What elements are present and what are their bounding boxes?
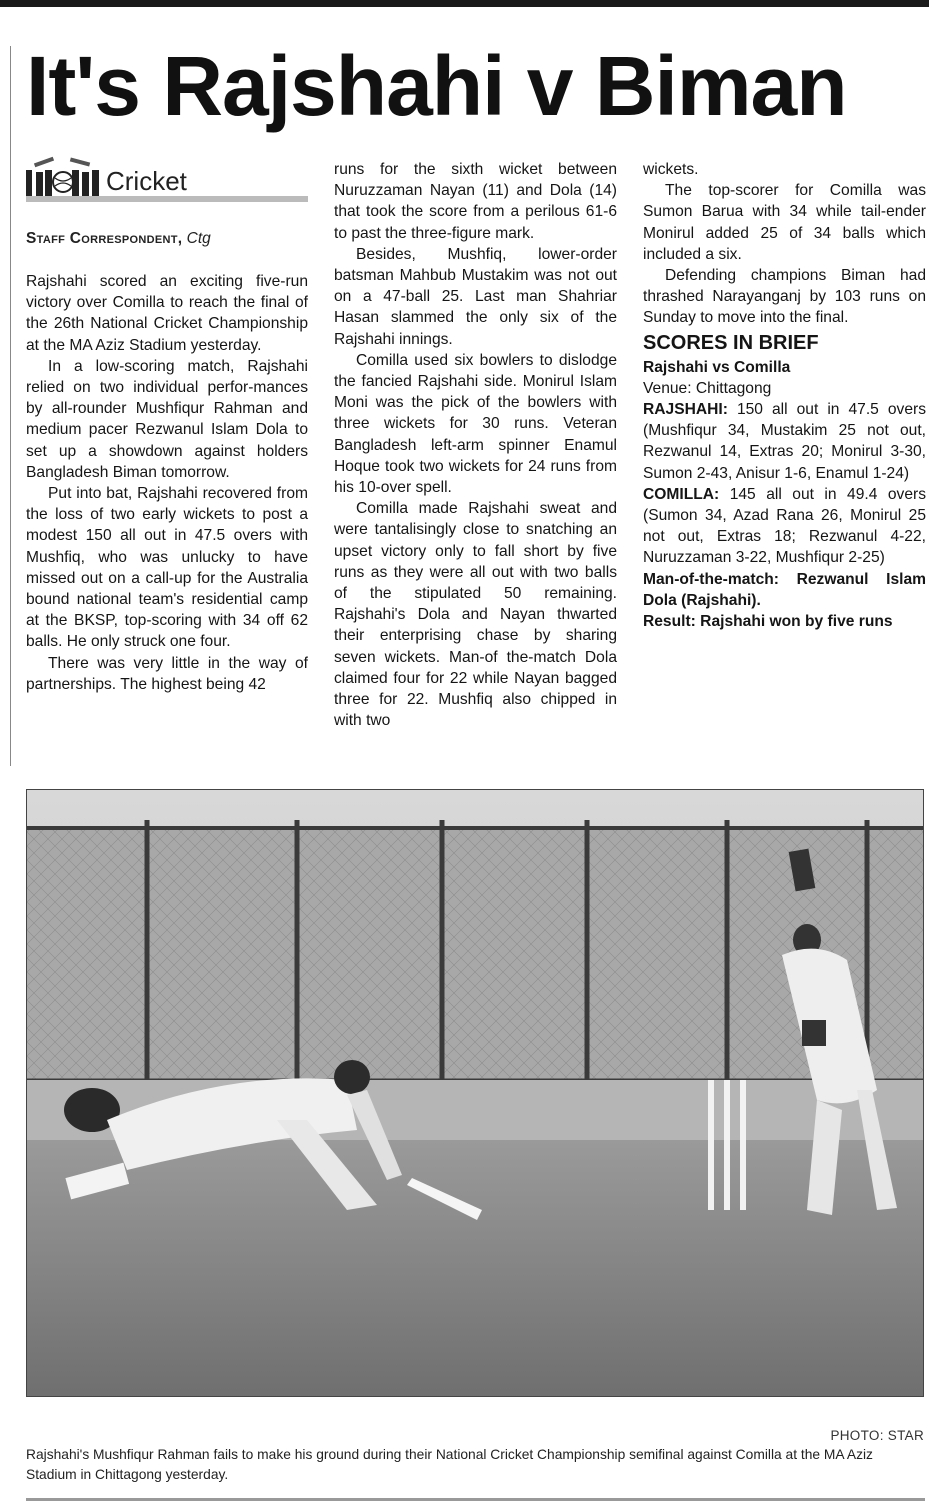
scores-comilla-text: 145 all out in 49.4 overs (Sumon 34, Azad Rana 26, Monirul 25 not out, Extras 18; Rezwanul 4-22, Nuruzzaman 3-22, Mushfiqur 2-25) [643,485,926,567]
scores-motm: Man-of-the-match: Rezwanul Islam Dola (Rajshahi). [643,570,926,609]
photo-credit: PHOTO: STAR [830,1428,924,1443]
paragraph: The top-scorer for Comilla was Sumon Barua with 34 while tail-ender Monirul added 25 of 34 balls which included a six. [643,182,926,263]
paragraph: runs for the sixth wicket between Nuruzzaman Nayan (11) and Dola (14) that took the score from a perilous 61-6 to past the three-figure mark. [334,161,617,242]
match-photo [26,789,924,1397]
scores-rajshahi-text: 150 all out in 47.5 overs (Mushfiqur 34, Mustakim 25 not out, Rezwanul 14, Extras 20; Monirul 3-30, Sumon 2-43, Anisur 1-6, Enamul 1-24) [643,401,926,482]
byline-location: Ctg [186,230,211,247]
photo-caption: Rajshahi's Mushfiqur Rahman fails to make his ground during their National Cricket Championship semifinal against Comilla at the MA Aziz Stadium in Chittagong yesterday. [26,1447,873,1482]
scores-rajshahi [643,399,926,484]
scores-match: Rajshahi vs Comilla [643,358,791,376]
left-column-rule [10,46,11,766]
match-photo-illustration [27,790,924,1397]
top-rule [0,0,929,7]
byline-name: Staff Correspondent, [26,230,183,247]
paragraph: In a low-scoring match, Rajshahi relied on two individual perfor-mances by all-rounder Mushfiqur Rahman and medium pacer Rezwanul Islam Dola to set up a showdown against holders Bangladesh Biman tomorrow. [26,357,308,481]
bottom-rule [26,1498,925,1501]
paragraph: There was very little in the way of partnerships. The highest being 42 [26,654,308,693]
headline: It's Rajshahi v Biman [26,39,847,133]
section-label [26,156,308,204]
scores-rajshahi-label: RAJSHAHI: [643,401,728,419]
paragraph: Comilla made Rajshahi sweat and were tantalisingly close to snatching an upset victory only to fall short by five runs as they were all out with two balls of the stipulated 50 remaining. Rajshahi's Dola and Nayan thwarted their enterprising chase by sharing seven wickets. Man-of the-match Dola claimed four for 22 while Nayan bagged three for 22. Mushfiq also chipped in with two [334,500,617,730]
paragraph: Defending champions Biman had thrashed Narayanganj by 103 runs on Sunday to move into the final. [643,267,926,327]
paragraph: Comilla used six bowlers to dislodge the fancied Rajshahi side. Monirul Islam Moni was the pick of the bowlers with three wickets for 30 runs. Veteran Bangladesh left-arm spinner Enamul Hoque took two wickets for 24 runs from his 10-over spell. [334,351,617,497]
section-label-text: Cricket [106,166,187,196]
article-column-3 [643,159,926,632]
scores-title: SCORES IN BRIEF [643,331,819,354]
byline [26,228,211,250]
article-column-2 [334,159,617,731]
paragraph: Besides, Mushfiq, lower-order batsman Mahbub Mustakim was not out on a 47-ball 25. Last man Shahriar Hasan slammed the only six of the Rajshahi innings. [334,245,617,348]
scores-result: Result: Rajshahi won by five runs [643,613,893,631]
paragraph: Put into bat, Rajshahi recovered from the loss of two early wickets to post a modest 150 all out in 47.5 overs with Mushfiq, who was unlucky to have missed out on a call-up for the Australia bound national team's residential camp at the BKSP, top-scoring with 34 off 62 balls. He only struck one four. [26,485,308,651]
paragraph: wickets. [643,161,699,178]
scores-comilla-label: COMILLA: [643,485,720,503]
cricket-stumps-ball-icon [26,156,104,200]
paragraph: Rajshahi scored an exciting five-run victory over Comilla to reach the final of the 26th National Cricket Championship at the MA Aziz Stadium yesterday. [26,273,308,354]
section-rule [26,196,308,202]
article-column-1 [26,271,308,695]
scores-venue: Venue: Chittagong [643,379,772,397]
scores-comilla [643,484,926,569]
